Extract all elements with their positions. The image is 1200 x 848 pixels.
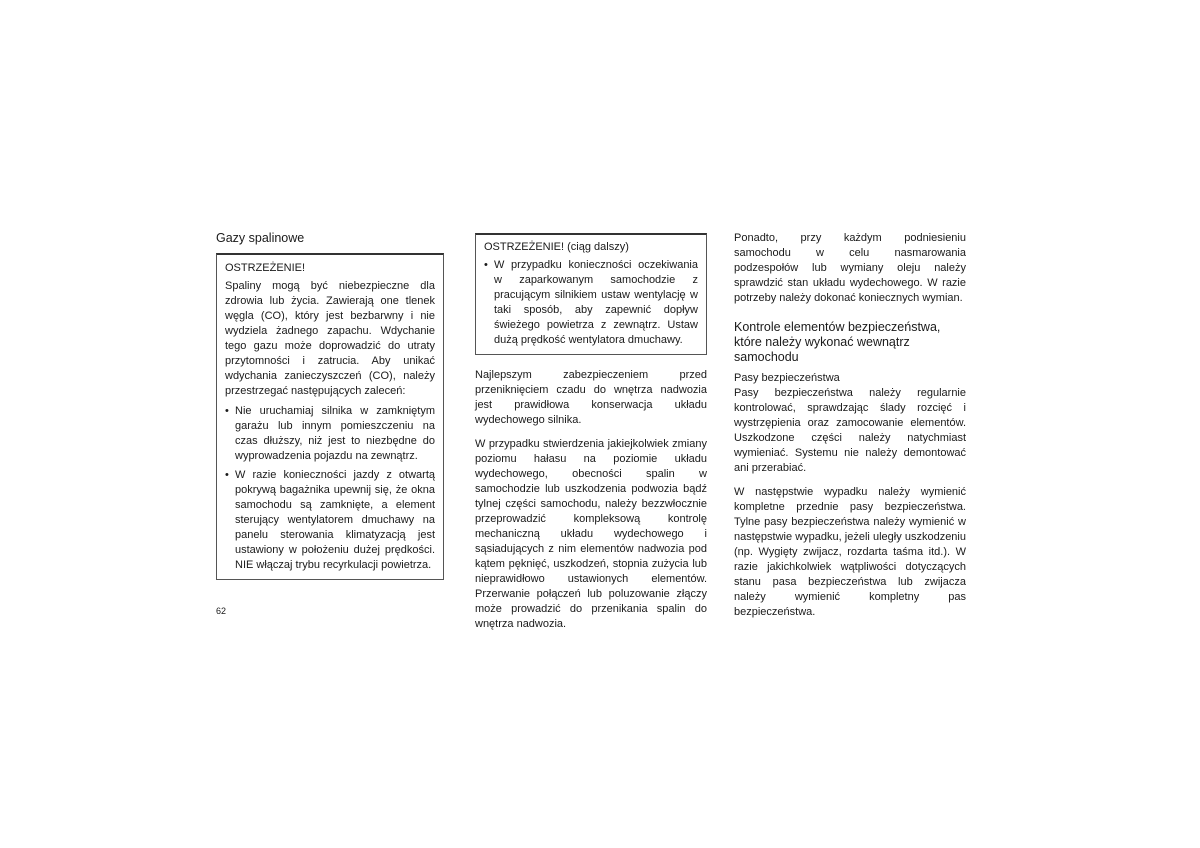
column-left	[216, 230, 444, 580]
warning-bullet-list	[225, 404, 435, 573]
body-paragraph: W następstwie wypadku należy wymienić kompletne przednie pasy bezpieczeństwa. Tylne pasy bezpieczeństwa należy wymienić w następstwie wypadku, jeżeli uległy uszkodzeniu (np. Wygięty zwijacz, rozdarta taśma itd.). W razie jakichkolwiek wątpliwości dotyczących stanu pasa bezpieczeństwa lub zwijacza należy wymienić kompletny pas bezpieczeństwa.	[734, 486, 966, 618]
section-title: Gazy spalinowe	[216, 231, 305, 245]
warning-box	[216, 253, 444, 580]
warning-bullet: • W przypadku konieczności oczekiwania w zaparkowanym samochodzie z pracującym silnikiem ustaw wentylację w taki sposób, aby zapewnić dopływ świeżego powietrza z zewnątrz. Ustaw dużą prędkość wentylatora dmuchawy.	[484, 258, 698, 348]
body-paragraph: W przypadku stwierdzenia jakiejkolwiek zmiany poziomu hałasu na poziomie układu wydechowego, obecności spalin w samochodzie lub uszkodzenia podwozia bądź tylnej części samochodu, należy bezzwłocznie przeprowadzić kompleksową kontrolę mechaniczną układu wydechowego i sąsiadujących z nim elementów nadwozia pod kątem pęknięć, uszkodzeń, stopnia zużycia lub nieprawidłowo ustawionych elementów. Przerwanie połączeń lub poluzowanie złączy może prowadzić do przenikania spalin do wnętrza nadwozia.	[475, 438, 707, 630]
warning-title: OSTRZEŻENIE! (ciąg dalszy)	[484, 241, 629, 253]
warning-bullet: • W razie konieczności jazdy z otwartą pokrywą bagażnika upewnij się, że okna samochodu są zamknięte, a element sterujący wentylatorem dmuchawy na panelu sterowania klimatyzacją jest ustawiony w położeniu dużej prędkości. NIE włączaj trybu recyrkulacji powietrza.	[225, 468, 435, 573]
page-number: 62	[216, 606, 227, 616]
warning-intro: Spaliny mogą być niebezpieczne dla zdrowia lub życia. Zawierają one tlenek węgla (CO), który jest bezbarwny i nie wydziela żadnego zapachu. Wdychanie tego gazu może doprowadzić do utraty przytomności i zatrucia. Aby unikać wdychania zanieczyszczeń (CO), należy przestrzegać następujących zaleceń:	[225, 280, 435, 397]
warning-bullet-list	[484, 258, 698, 348]
body-paragraph: Najlepszym zabezpieczeniem przed przeniknięciem czadu do wnętrza nadwozia jest prawidłowa konserwacja układu wydechowego silnika.	[475, 369, 707, 426]
body-paragraph: Pasy bezpieczeństwa należy regularnie kontrolować, sprawdzając ślady rozcięć i wystrzępienia oraz zamocowanie elementów. Uszkodzone części należy natychmiast wymieniać. Systemu nie należy demontować ani przerabiać.	[734, 387, 966, 474]
column-middle	[475, 233, 707, 632]
warning-bullet: • Nie uruchamiaj silnika w zamkniętym garażu lub innym pomieszczeniu na czas dłuższy, niż jest to niezbędne do wyprowadzenia pojazdu na zewnątrz.	[225, 404, 435, 464]
warning-box-continued	[475, 233, 707, 355]
subsection-heading: Pasy bezpieczeństwa	[734, 372, 840, 384]
body-paragraph: Ponadto, przy każdym podniesieniu samochodu w celu nasmarowania podzespołów lub wymiany oleju należy sprawdzić stan układu wydechowego. W razie potrzeby należy dokonać koniecznych wymian.	[734, 232, 966, 304]
section-heading: Kontrole elementów bezpieczeństwa, które należy wykonać wewnątrz samochodu	[734, 320, 941, 364]
column-right	[734, 231, 966, 620]
warning-title: OSTRZEŻENIE!	[225, 262, 306, 274]
